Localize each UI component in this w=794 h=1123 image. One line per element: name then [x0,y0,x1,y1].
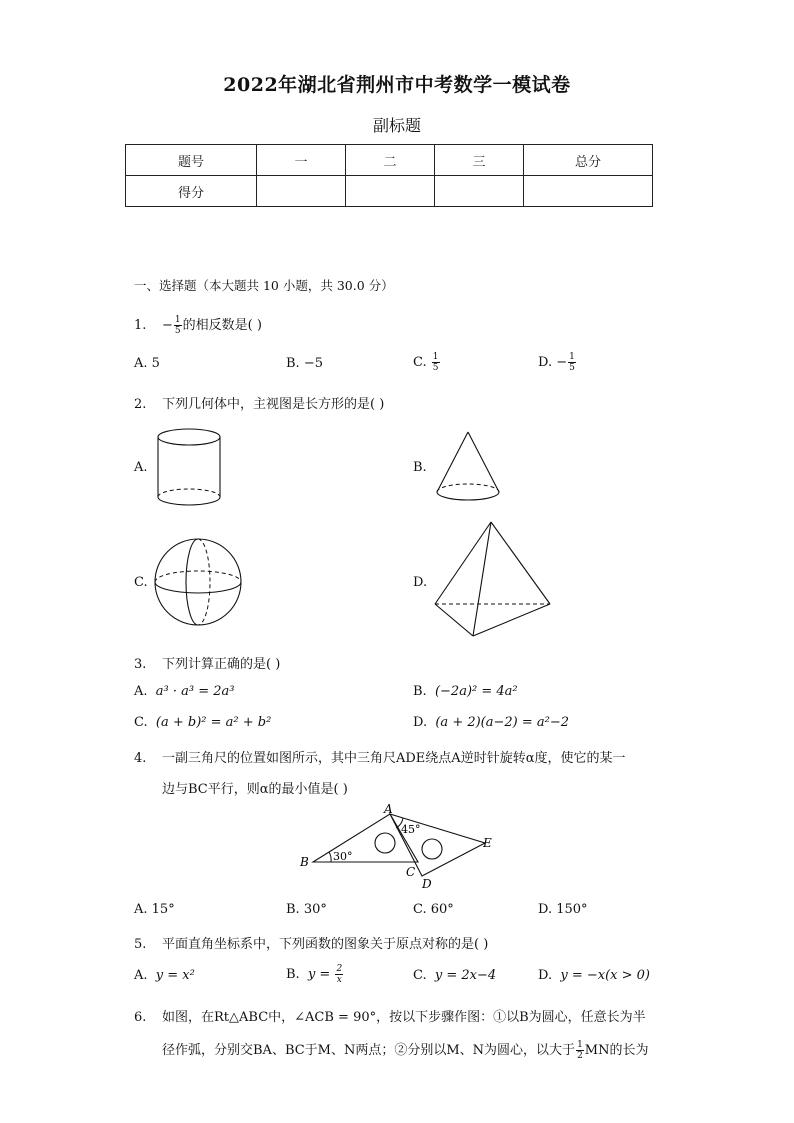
q4-option-b[interactable]: B. 30° [286,902,327,917]
exam-title: 2022年湖北省荆州市中考数学一模试卷 [223,74,571,96]
option-expression: (−2a)² = 4a² [434,684,518,699]
score-cell[interactable] [257,176,346,207]
question-number: 2. [134,397,147,412]
option-label: D. [413,715,428,730]
option-label: C. [134,715,148,730]
score-table [125,144,653,207]
option-label: B. [286,967,300,982]
question-text: MN的长为 [584,1043,649,1058]
score-header-cell: 三 [435,145,524,176]
option-label: D. − [538,355,568,370]
cylinder-figure [152,425,226,509]
score-table-header-row [126,145,653,176]
frac-numerator: 1 [432,352,439,362]
option-expression: (a + 2)(a−2) = a²−2 [435,715,570,730]
triangle-rulers-figure [295,800,500,895]
section-heading: 一、选择题（本大题共 10 小题，共 30.0 分） [134,278,394,293]
question-4 [134,747,625,766]
score-cell[interactable] [435,176,524,207]
cone-figure [432,428,504,506]
question-text: 一副三角尺的位置如图所示，其中三角尺ADE绕点A逆时针旋转α度，使它的某一 [162,751,626,766]
question-number: 4. [134,751,147,766]
q5-option-d[interactable] [538,968,650,983]
frac-numerator: 1 [577,1040,583,1050]
sphere-figure [152,536,244,628]
q2-option-d[interactable]: D. [413,575,428,590]
q2-option-c[interactable]: C. [134,575,148,590]
score-header-cell: 总分 [524,145,653,176]
q6-fraction [576,1040,584,1061]
question-text: 的相反数是( ) [182,318,262,333]
frac-denominator: x [336,975,342,985]
q1-option-b[interactable]: B. −5 [286,356,323,371]
question-5 [134,933,488,952]
q3-option-d[interactable] [413,715,569,730]
option-label: B. [413,684,427,699]
score-header-cell: 题号 [126,145,257,176]
q5-option-c[interactable] [413,968,496,983]
question-text: 下列几何体中，主视图是长方形的是( ) [162,397,385,412]
label-E: E [483,836,492,850]
q3-option-c[interactable] [134,715,271,730]
option-label: D. [538,968,553,983]
question-1 [134,314,262,336]
option-label: C. [413,355,427,370]
score-cell[interactable] [524,176,653,207]
q3-option-b[interactable] [413,684,518,699]
q4-option-c[interactable]: C. 60° [413,902,454,917]
question-number: 5. [134,937,147,952]
question-6 [134,1006,646,1025]
option-expression: y = 2x−4 [434,968,497,983]
score-cell[interactable] [346,176,435,207]
option-fraction [335,964,343,985]
option-expression: (a + b)² = a² + b² [155,715,272,730]
frac-denominator: 5 [432,363,439,373]
label-C: C [406,865,416,879]
q3-option-a[interactable] [134,684,235,699]
option-label: A. [134,684,148,699]
option-label: A. [134,968,148,983]
frac-denominator: 5 [569,363,575,373]
question-text: 下列计算正确的是( ) [162,657,281,672]
question-6-line2 [162,1039,648,1061]
q2-option-b[interactable]: B. [413,460,427,475]
label-A: A [384,802,393,816]
label-D: D [422,877,432,891]
frac-numerator: 1 [569,352,575,362]
score-header-cell: 二 [346,145,435,176]
option-expression: a³ · a³ = 2a³ [155,684,235,699]
question-text: 径作弧，分别交BA、BC于M、N两点；②分别以M、N为圆心，以大于 [162,1043,576,1058]
q1-fraction [174,315,182,336]
q2-option-a[interactable]: A. [134,460,148,475]
option-expression: y = −x(x > 0) [560,968,650,983]
q4-option-a[interactable]: A. 15° [134,902,175,917]
question-number: 1. [134,318,147,333]
option-fraction [432,352,440,373]
frac-numerator: 2 [336,964,343,974]
question-text: 如图，在Rt△ABC中，∠ACB = 90°，按以下步骤作图：①以B为圆心，任意长为半 [162,1010,646,1025]
q1-minus: − [162,318,173,333]
score-row-label: 得分 [126,176,257,207]
q1-option-c[interactable] [413,352,441,373]
question-3 [134,653,280,672]
angle-30-label: 30° [333,850,353,863]
question-text: 平面直角坐标系中，下列函数的图象关于原点对称的是( ) [162,937,489,952]
frac-denominator: 2 [577,1051,583,1061]
option-label: C. [413,968,427,983]
question-number: 6. [134,1010,147,1025]
q5-option-a[interactable] [134,968,195,983]
q5-option-b[interactable] [286,964,344,985]
q1-option-a[interactable]: A. 5 [134,356,160,371]
option-expression: y = [307,967,331,982]
score-table-score-row [126,176,653,207]
question-number: 3. [134,657,147,672]
option-fraction [568,352,576,373]
q4-option-d[interactable]: D. 150° [538,902,588,917]
question-4-line2: 边与BC平行，则α的最小值是( ) [162,782,348,797]
angle-45-label: 45° [401,823,421,836]
label-B: B [300,855,309,869]
question-2 [134,393,384,412]
pyramid-figure [430,518,556,642]
score-header-cell: 一 [257,145,346,176]
exam-subtitle: 副标题 [372,116,421,135]
q1-option-d[interactable] [538,352,577,373]
option-expression: y = x² [155,968,195,983]
frac-denominator: 5 [174,326,181,336]
frac-numerator: 1 [174,315,181,325]
